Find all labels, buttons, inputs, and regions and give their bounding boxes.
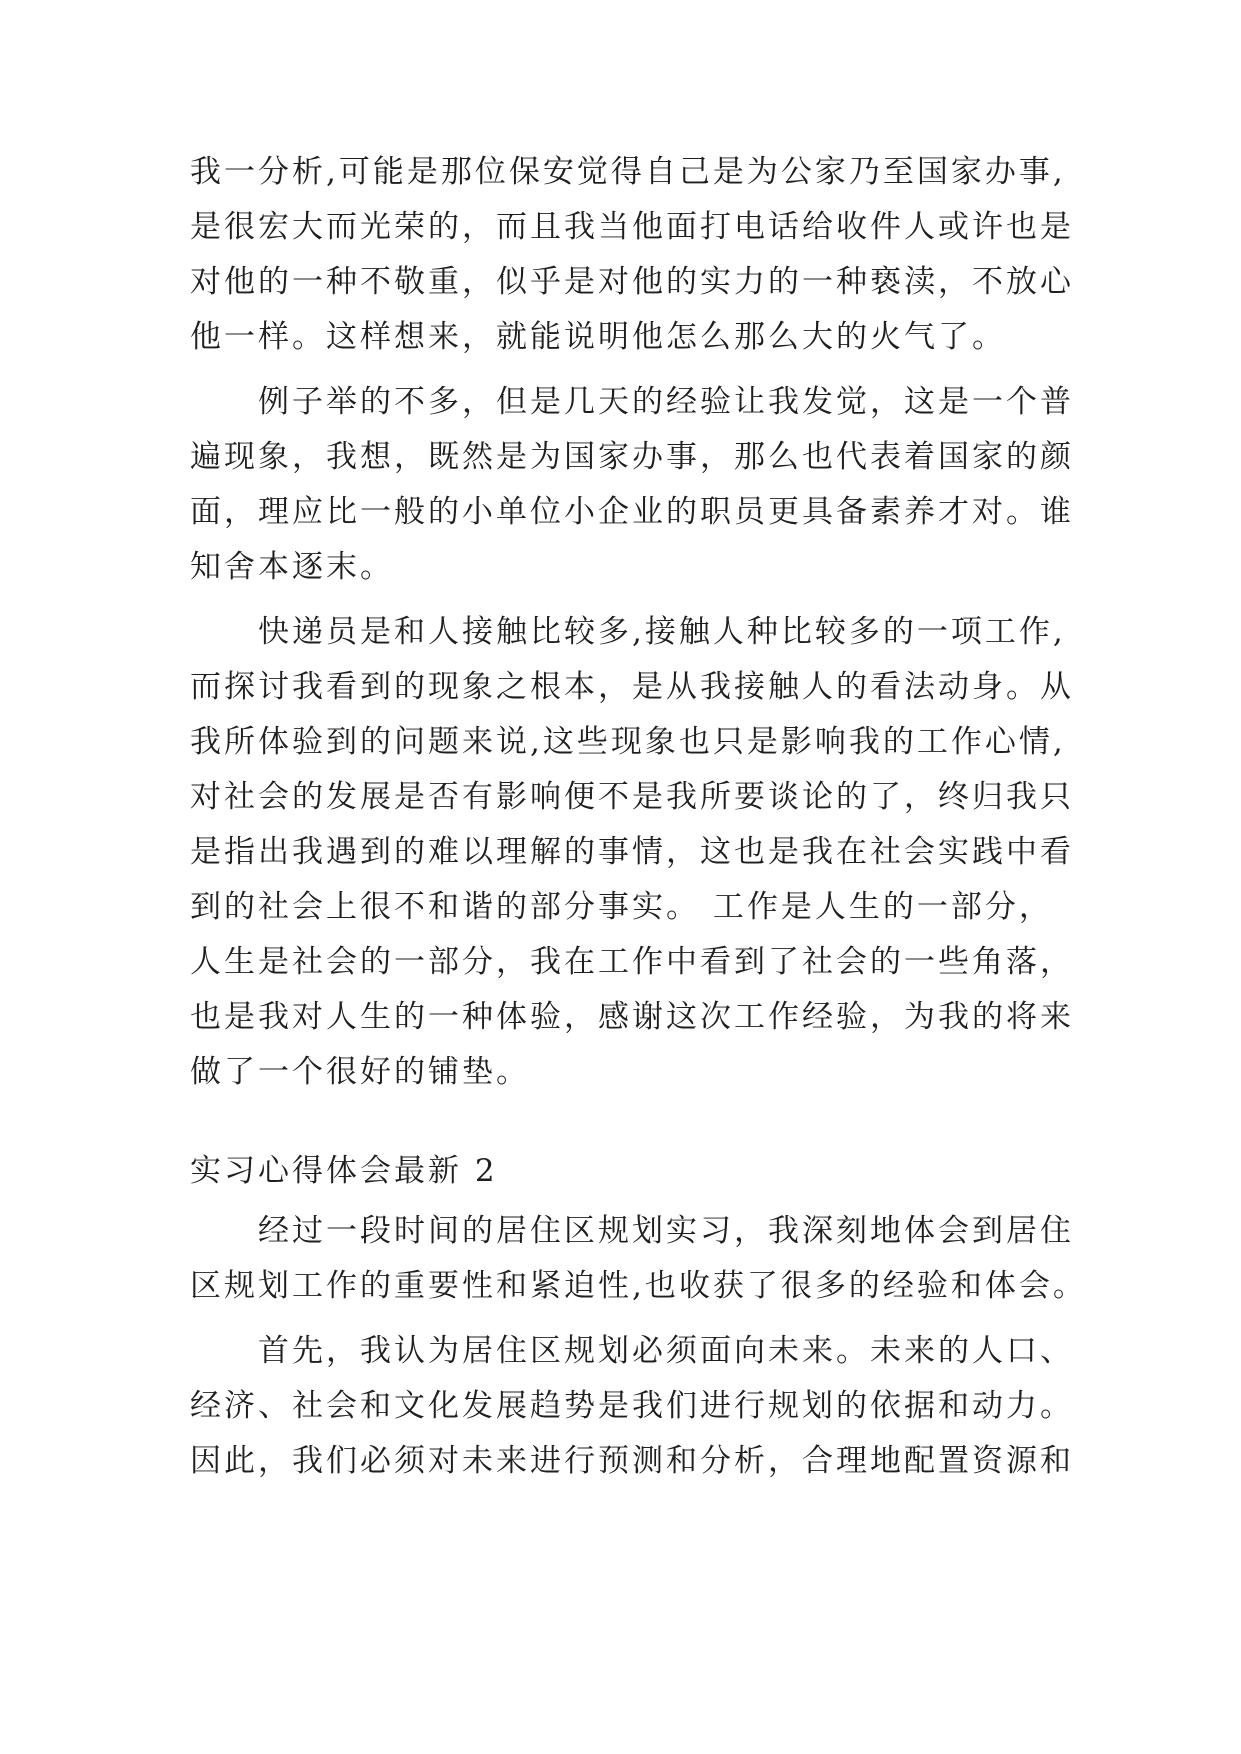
paragraph-line: 例子举的不多，但是几天的经验让我发觉，这是一个普 [190, 384, 1074, 420]
paragraph-line: 是很宏大而光荣的，而且我当他面打电话给收件人或许也是 [190, 209, 1074, 245]
section-heading: 实习心得体会最新 2 [190, 1153, 498, 1189]
paragraph-line: 知舍本逐末。 [190, 549, 394, 585]
paragraph-line: 人生是社会的一部分，我在工作中看到了社会的一些角落， [190, 944, 1074, 980]
paragraph-line: 对他的一种不敬重，似乎是对他的实力的一种亵渎，不放心 [190, 264, 1074, 300]
paragraph-line: 经过一段时间的居住区规划实习，我深刻地体会到居住 [190, 1213, 1074, 1249]
paragraph-line: 也是我对人生的一种体验，感谢这次工作经验，为我的将来 [190, 999, 1074, 1035]
paragraph-line: 而探讨我看到的现象之根本，是从我接触人的看法动身。从 [190, 669, 1074, 705]
paragraph-line: 快递员是和人接触比较多,接触人种比较多的一项工作, [190, 614, 1066, 650]
paragraph-line: 我所体验到的问题来说,这些现象也只是影响我的工作心情, [190, 724, 1066, 760]
paragraph-line: 他一样。这样想来，就能说明他怎么那么大的火气了。 [190, 319, 1006, 355]
paragraph-line: 经济、社会和文化发展趋势是我们进行规划的依据和动力。 [190, 1388, 1074, 1424]
paragraph-line: 我一分析,可能是那位保安觉得自己是为公家乃至国家办事, [190, 154, 1066, 190]
paragraph-line: 是指出我遇到的难以理解的事情，这也是我在社会实践中看 [190, 834, 1074, 870]
paragraph-line: 做了一个很好的铺垫。 [190, 1054, 530, 1090]
paragraph-line: 遍现象，我想，既然是为国家办事，那么也代表着国家的颜 [190, 439, 1074, 475]
paragraph-line: 区规划工作的重要性和紧迫性,也收获了很多的经验和体会。 [190, 1268, 1087, 1304]
paragraph-line: 到的社会上很不和谐的部分事实。 工作是人生的一部分， [190, 889, 1053, 925]
paragraph-line: 对社会的发展是否有影响便不是我所要谈论的了，终归我只 [190, 779, 1074, 815]
paragraph-line: 面，理应比一般的小单位小企业的职员更具备素养才对。谁 [190, 494, 1074, 530]
paragraph-line: 首先，我认为居住区规划必须面向未来。未来的人口、 [190, 1333, 1074, 1369]
paragraph-line: 因此，我们必须对未来进行预测和分析，合理地配置资源和 [190, 1443, 1074, 1479]
